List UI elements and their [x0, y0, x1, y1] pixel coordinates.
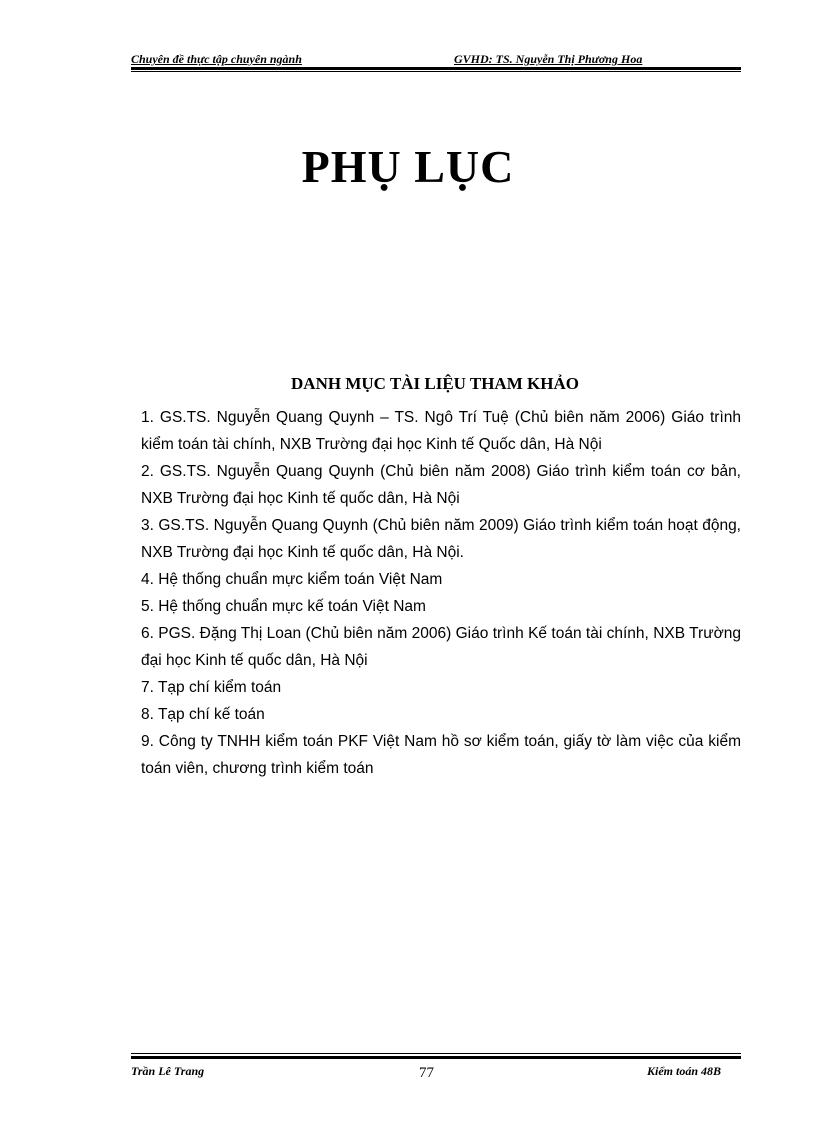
reference-item: 5. Hệ thống chuẩn mực kế toán Việt Nam	[141, 598, 426, 615]
reference-list	[141, 404, 741, 782]
footer-rule-thick	[131, 1056, 741, 1059]
header-left-text: Chuyên đề thực tập chuyên ngành	[131, 52, 302, 66]
reference-item: 1. GS.TS. Nguyễn Quang Quynh – TS. Ngô Trí Tuệ (Chủ biên năm 2006) Giáo trình kiểm toán tài chính, NXB Trường đại học Kinh tế Quốc dân, Hà Nội	[141, 409, 741, 453]
footer-rule-thin	[131, 1053, 741, 1054]
reference-item: 3. GS.TS. Nguyễn Quang Quynh (Chủ biên năm 2009) Giáo trình kiểm toán hoạt động, NXB Trường đại học Kinh tế quốc dân, Hà Nội.	[141, 517, 741, 561]
reference-item: 2. GS.TS. Nguyễn Quang Quynh (Chủ biên năm 2008) Giáo trình kiểm toán cơ bản, NXB Trường đại học Kinh tế quốc dân, Hà Nội	[141, 463, 741, 507]
page-header	[131, 52, 741, 68]
header-rule-thin	[131, 71, 741, 72]
references-heading: DANH MỤC TÀI LIỆU THAM KHẢO	[291, 374, 579, 393]
reference-item: 9. Công ty TNHH kiểm toán PKF Việt Nam hồ sơ kiểm toán, giấy tờ làm việc của kiểm toán viên, chương trình kiểm toán	[141, 733, 741, 777]
page-title: PHỤ LỤC	[301, 141, 515, 192]
footer-author: Trần Lê Trang	[131, 1064, 205, 1078]
reference-item: 4. Hệ thống chuẩn mực kiểm toán Việt Nam	[141, 571, 443, 588]
reference-item: 6. PGS. Đặng Thị Loan (Chủ biên năm 2006) Giáo trình Kế toán tài chính, NXB Trường đại học Kinh tế quốc dân, Hà Nội	[141, 625, 741, 669]
footer-class: Kiểm toán 48B	[646, 1064, 721, 1078]
page-footer	[131, 1064, 741, 1084]
page-number: 77	[419, 1065, 434, 1081]
reference-item: 7. Tạp chí kiểm toán	[141, 679, 282, 696]
header-right-text: GVHD: TS. Nguyễn Thị Phương Hoa	[454, 52, 643, 66]
header-rule-thick	[131, 67, 741, 70]
reference-item: 8. Tạp chí kế toán	[141, 706, 265, 723]
